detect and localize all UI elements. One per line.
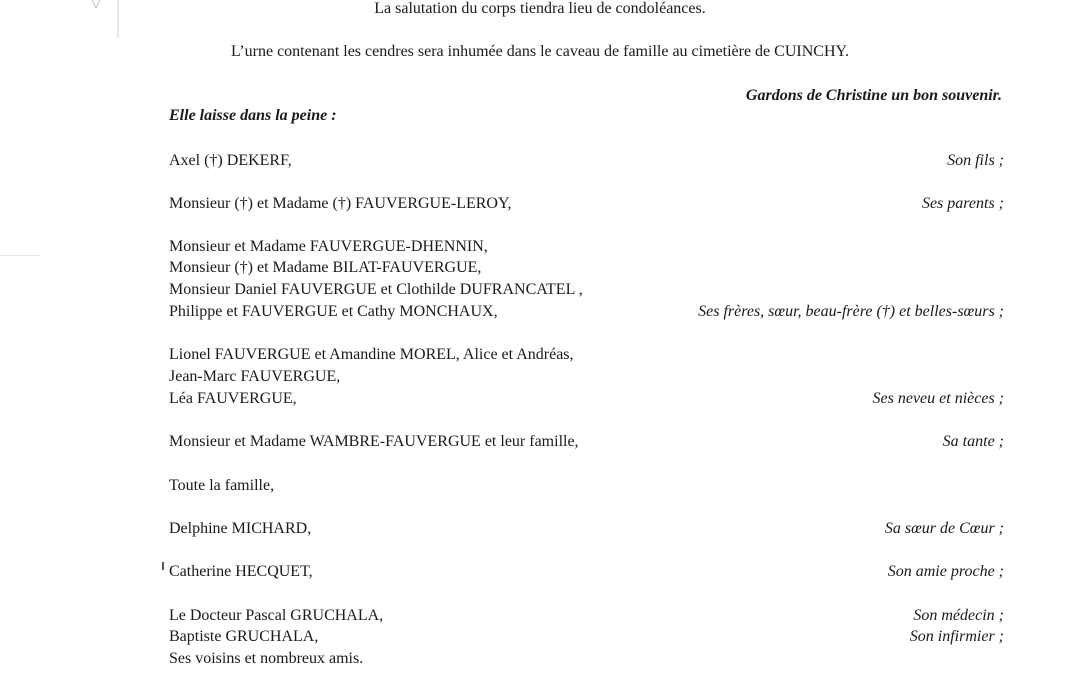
entry-name: Léa FAUVERGUE, bbox=[169, 390, 297, 407]
entry-name: Lionel FAUVERGUE et Amandine MOREL, Alice et Andréas, bbox=[169, 346, 574, 363]
entry-row bbox=[169, 607, 1004, 629]
entry-role: Son amie proche ; bbox=[887, 563, 1004, 580]
entry-row bbox=[169, 195, 1004, 217]
entry-role: Ses parents ; bbox=[921, 195, 1004, 212]
scan-edge-line bbox=[0, 255, 40, 256]
entry-name: Toute la famille, bbox=[169, 477, 275, 494]
entry-row bbox=[169, 281, 1004, 303]
entry-row bbox=[169, 433, 1004, 455]
entry-name: Baptiste GRUCHALA, bbox=[169, 628, 319, 645]
urn-text: L’urne contenant les cendres sera inhumée dans le caveau de famille au cimetière de CUINCHY. bbox=[231, 43, 849, 60]
entry-row bbox=[169, 628, 1004, 650]
entry-name: Jean-Marc FAUVERGUE, bbox=[169, 368, 341, 385]
entry-name: Axel (†) DEKERF, bbox=[169, 152, 292, 169]
scan-tick bbox=[162, 562, 164, 570]
heading-text: Elle laisse dans la peine : bbox=[169, 107, 337, 124]
entry-row bbox=[169, 390, 1004, 412]
entry-role: Son infirmier ; bbox=[909, 628, 1004, 645]
entry-row bbox=[169, 477, 1004, 499]
entry-row bbox=[169, 650, 1004, 672]
entry-name: Philippe et FAUVERGUE et Cathy MONCHAUX, bbox=[169, 303, 498, 320]
entry-role: Son fils ; bbox=[947, 152, 1004, 169]
entry-row bbox=[169, 520, 1004, 542]
memory-text: Gardons de Christine un bon souvenir. bbox=[745, 87, 1002, 104]
entry-role: Sa tante ; bbox=[942, 433, 1004, 450]
entry-name: Monsieur et Madame FAUVERGUE-DHENNIN, bbox=[169, 238, 488, 255]
entry-name: Delphine MICHARD, bbox=[169, 520, 312, 537]
entry-name: Monsieur (†) et Madame BILAT-FAUVERGUE, bbox=[169, 259, 482, 276]
entry-row bbox=[169, 238, 1004, 260]
entry-row bbox=[169, 346, 1004, 368]
entry-row bbox=[169, 259, 1004, 281]
entry-role: Ses neveu et nièces ; bbox=[872, 390, 1004, 407]
entry-role: Son médecin ; bbox=[913, 607, 1004, 624]
entry-name: Monsieur (†) et Madame (†) FAUVERGUE-LEROY, bbox=[169, 195, 512, 212]
entry-name: Le Docteur Pascal GRUCHALA, bbox=[169, 607, 384, 624]
entry-role: Sa sœur de Cœur ; bbox=[884, 520, 1004, 537]
entry-row bbox=[169, 152, 1004, 174]
entry-name: Monsieur et Madame WAMBRE-FAUVERGUE et leur famille, bbox=[169, 433, 579, 450]
salutation-text: La salutation du corps tiendra lieu de condoléances. bbox=[374, 0, 706, 17]
entry-name: Ses voisins et nombreux amis. bbox=[169, 650, 364, 667]
entry-name: Monsieur Daniel FAUVERGUE et Clothilde DUFRANCATEL , bbox=[169, 281, 583, 298]
entry-row bbox=[169, 368, 1004, 390]
entry-name: Catherine HECQUET, bbox=[169, 563, 313, 580]
entry-row bbox=[169, 563, 1004, 585]
entry-role: Ses frères, sœur, beau-frère (†) et belles-sœurs ; bbox=[698, 303, 1004, 320]
entry-row bbox=[169, 303, 1004, 325]
